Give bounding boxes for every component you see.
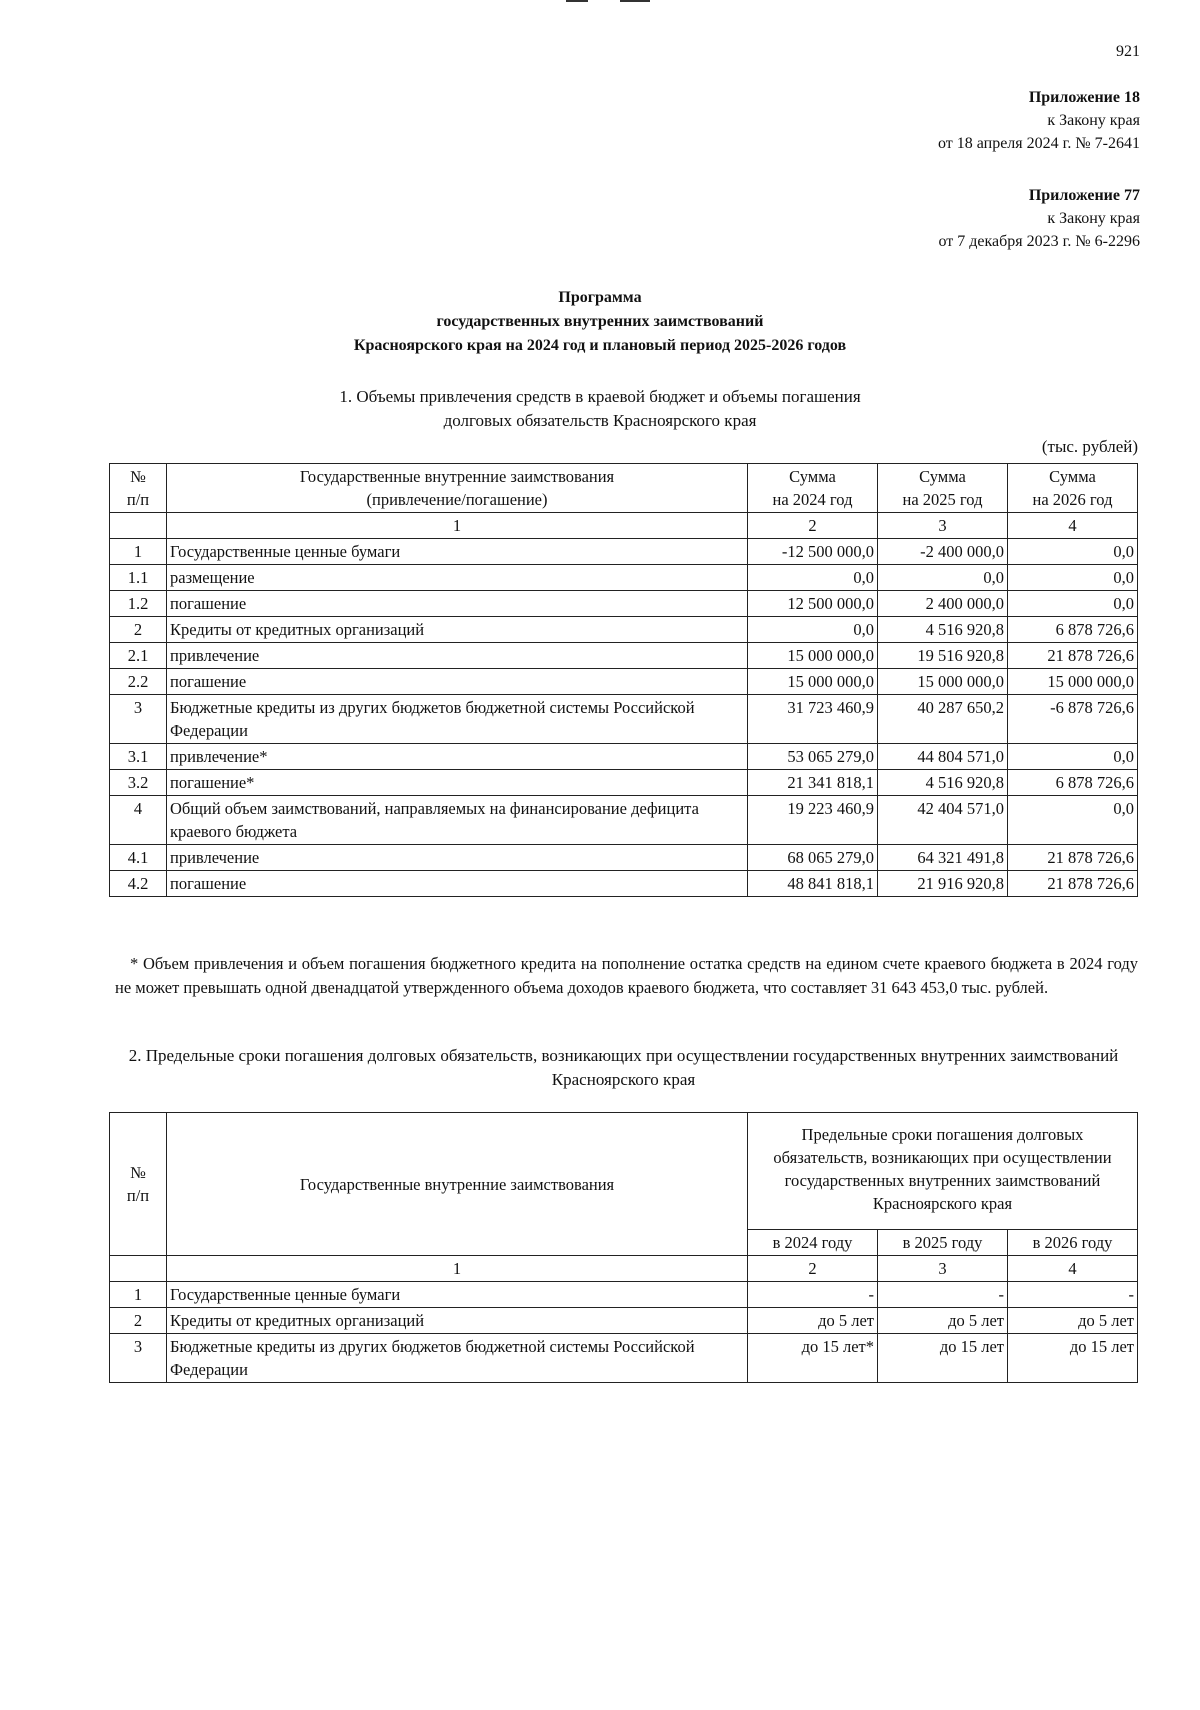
header-name: Государственные внутренние заимствования bbox=[167, 1113, 748, 1256]
column-number: 2 bbox=[748, 513, 878, 539]
table-header-row bbox=[110, 464, 1138, 513]
row-name: привлечение* bbox=[167, 744, 748, 770]
value-2026: 6 878 726,6 bbox=[1008, 770, 1138, 796]
table-row bbox=[110, 796, 1138, 845]
column-number: 1 bbox=[167, 1256, 748, 1282]
appendix-law: к Закону края bbox=[1047, 112, 1140, 129]
appendix-title: Приложение 77 bbox=[1028, 187, 1140, 204]
value-2025: -2 400 000,0 bbox=[878, 539, 1008, 565]
appendix-18-header bbox=[938, 86, 1140, 155]
table-row bbox=[110, 617, 1138, 643]
program-title bbox=[0, 286, 1200, 358]
value-2026: 0,0 bbox=[1008, 591, 1138, 617]
value-2025: 42 404 571,0 bbox=[878, 796, 1008, 845]
column-number: 4 bbox=[1008, 1256, 1138, 1282]
row-number: 4.1 bbox=[110, 845, 167, 871]
table-row bbox=[110, 871, 1138, 897]
value-2026: 21 878 726,6 bbox=[1008, 845, 1138, 871]
row-number: 1 bbox=[110, 1282, 167, 1308]
value-2026: 21 878 726,6 bbox=[1008, 871, 1138, 897]
program-title-line: государственных внутренних заимствований bbox=[436, 313, 764, 330]
value-2025: - bbox=[878, 1282, 1008, 1308]
value-2026: 0,0 bbox=[1008, 565, 1138, 591]
header-num: № п/п bbox=[110, 464, 167, 513]
value-2024: до 5 лет bbox=[748, 1308, 878, 1334]
row-number: 3.1 bbox=[110, 744, 167, 770]
table-header-row bbox=[110, 1113, 1138, 1230]
footnote: * Объем привлечения и объем погашения бюджетного кредита на пополнение остатка средств на едином счете краевого бюджета в 2024 году не может превышать одной двенадцатой утвержденного объема доходов краевого бюджета, что составляет 31 643 453,0 тыс. рублей. bbox=[115, 954, 1138, 997]
column-number: 2 bbox=[748, 1256, 878, 1282]
row-name: Кредиты от кредитных организаций bbox=[167, 1308, 748, 1334]
repayment-terms-table bbox=[109, 1112, 1138, 1383]
header-2025: в 2025 году bbox=[878, 1230, 1008, 1256]
column-number: 1 bbox=[167, 513, 748, 539]
value-2024: 48 841 818,1 bbox=[748, 871, 878, 897]
header-2024: Сумма на 2024 год bbox=[748, 464, 878, 513]
row-number: 2 bbox=[110, 1308, 167, 1334]
header-num: № п/п bbox=[110, 1113, 167, 1256]
value-2025: 64 321 491,8 bbox=[878, 845, 1008, 871]
table-row bbox=[110, 744, 1138, 770]
value-2026: 15 000 000,0 bbox=[1008, 669, 1138, 695]
column-number-empty bbox=[110, 513, 167, 539]
page-number: 921 bbox=[1116, 43, 1140, 60]
header-2026: в 2026 году bbox=[1008, 1230, 1138, 1256]
row-number: 3 bbox=[110, 1334, 167, 1383]
appendix-77-header bbox=[938, 184, 1140, 253]
value-2024: - bbox=[748, 1282, 878, 1308]
value-2024: 12 500 000,0 bbox=[748, 591, 878, 617]
value-2025: 4 516 920,8 bbox=[878, 617, 1008, 643]
row-number: 4.2 bbox=[110, 871, 167, 897]
units-label: (тыс. рублей) bbox=[1041, 437, 1138, 456]
row-name: размещение bbox=[167, 565, 748, 591]
scan-mark-right bbox=[620, 0, 650, 2]
value-2026: 21 878 726,6 bbox=[1008, 643, 1138, 669]
row-number: 2.1 bbox=[110, 643, 167, 669]
value-2026: до 5 лет bbox=[1008, 1308, 1138, 1334]
table-row bbox=[110, 539, 1138, 565]
appendix-law: к Закону края bbox=[1047, 210, 1140, 227]
row-name: Государственные ценные бумаги bbox=[167, 539, 748, 565]
row-name: привлечение bbox=[167, 845, 748, 871]
table-row bbox=[110, 1282, 1138, 1308]
value-2026: 0,0 bbox=[1008, 796, 1138, 845]
value-2026: до 15 лет bbox=[1008, 1334, 1138, 1383]
table-row bbox=[110, 695, 1138, 744]
row-name: погашение* bbox=[167, 770, 748, 796]
table-row bbox=[110, 591, 1138, 617]
row-number: 1 bbox=[110, 539, 167, 565]
borrowing-volumes-table bbox=[109, 463, 1138, 897]
row-number: 3 bbox=[110, 695, 167, 744]
value-2025: 19 516 920,8 bbox=[878, 643, 1008, 669]
value-2024: 0,0 bbox=[748, 565, 878, 591]
value-2024: 68 065 279,0 bbox=[748, 845, 878, 871]
value-2024: 0,0 bbox=[748, 617, 878, 643]
value-2024: до 15 лет* bbox=[748, 1334, 878, 1383]
row-name: Бюджетные кредиты из других бюджетов бюджетной системы Российской Федерации bbox=[167, 1334, 748, 1383]
row-name: погашение bbox=[167, 591, 748, 617]
table-row bbox=[110, 643, 1138, 669]
value-2024: 21 341 818,1 bbox=[748, 770, 878, 796]
program-title-line: Красноярского края на 2024 год и плановый период 2025-2026 годов bbox=[353, 337, 847, 354]
header-2024: в 2024 году bbox=[748, 1230, 878, 1256]
table-row bbox=[110, 770, 1138, 796]
value-2025: 0,0 bbox=[878, 565, 1008, 591]
value-2025: 44 804 571,0 bbox=[878, 744, 1008, 770]
row-number: 1.2 bbox=[110, 591, 167, 617]
column-number: 3 bbox=[878, 1256, 1008, 1282]
value-2025: 15 000 000,0 bbox=[878, 669, 1008, 695]
value-2024: 15 000 000,0 bbox=[748, 669, 878, 695]
row-number: 4 bbox=[110, 796, 167, 845]
value-2025: до 5 лет bbox=[878, 1308, 1008, 1334]
table-row bbox=[110, 845, 1138, 871]
row-name: Кредиты от кредитных организаций bbox=[167, 617, 748, 643]
appendix-date: от 18 апреля 2024 г. № 7-2641 bbox=[937, 135, 1140, 152]
section1-title bbox=[0, 385, 1200, 433]
header-name: Государственные внутренние заимствования (привлечение/погашение) bbox=[167, 464, 748, 513]
section1-title-line: 1. Объемы привлечения средств в краевой бюджет и объемы погашения bbox=[339, 387, 861, 406]
section2-title: 2. Предельные сроки погашения долговых обязательств, возникающих при осуществлении государственных внутренних заимствований Красноярского края bbox=[128, 1046, 1119, 1089]
value-2024: 53 065 279,0 bbox=[748, 744, 878, 770]
value-2026: 6 878 726,6 bbox=[1008, 617, 1138, 643]
table-row bbox=[110, 565, 1138, 591]
value-2024: 31 723 460,9 bbox=[748, 695, 878, 744]
value-2026: - bbox=[1008, 1282, 1138, 1308]
row-number: 2.2 bbox=[110, 669, 167, 695]
column-number: 4 bbox=[1008, 513, 1138, 539]
program-title-line: Программа bbox=[558, 289, 642, 306]
row-number: 3.2 bbox=[110, 770, 167, 796]
row-number: 2 bbox=[110, 617, 167, 643]
scan-mark-left bbox=[566, 0, 588, 2]
value-2026: -6 878 726,6 bbox=[1008, 695, 1138, 744]
row-name: Бюджетные кредиты из других бюджетов бюджетной системы Российской Федерации bbox=[167, 695, 748, 744]
column-number-row bbox=[110, 1256, 1138, 1282]
header-2025: Сумма на 2025 год bbox=[878, 464, 1008, 513]
row-name: Общий объем заимствований, направляемых на финансирование дефицита краевого бюджета bbox=[167, 796, 748, 845]
column-number-row bbox=[110, 513, 1138, 539]
value-2025: 2 400 000,0 bbox=[878, 591, 1008, 617]
column-number-empty bbox=[110, 1256, 167, 1282]
value-2025: до 15 лет bbox=[878, 1334, 1008, 1383]
value-2026: 0,0 bbox=[1008, 539, 1138, 565]
appendix-date: от 7 декабря 2023 г. № 6-2296 bbox=[938, 233, 1140, 250]
table-row bbox=[110, 1308, 1138, 1334]
appendix-title: Приложение 18 bbox=[1028, 89, 1140, 106]
row-name: погашение bbox=[167, 871, 748, 897]
value-2025: 21 916 920,8 bbox=[878, 871, 1008, 897]
header-2026: Сумма на 2026 год bbox=[1008, 464, 1138, 513]
value-2024: 15 000 000,0 bbox=[748, 643, 878, 669]
column-number: 3 bbox=[878, 513, 1008, 539]
section1-title-line: долговых обязательств Красноярского края bbox=[443, 411, 757, 430]
value-2024: -12 500 000,0 bbox=[748, 539, 878, 565]
row-name: Государственные ценные бумаги bbox=[167, 1282, 748, 1308]
row-name: погашение bbox=[167, 669, 748, 695]
table-row bbox=[110, 669, 1138, 695]
value-2025: 40 287 650,2 bbox=[878, 695, 1008, 744]
header-group: Предельные сроки погашения долговых обязательств, возникающих при осуществлении государственных внутренних заимствований Красноярского края bbox=[748, 1113, 1138, 1230]
row-name: привлечение bbox=[167, 643, 748, 669]
value-2024: 19 223 460,9 bbox=[748, 796, 878, 845]
table-row bbox=[110, 1334, 1138, 1383]
value-2026: 0,0 bbox=[1008, 744, 1138, 770]
value-2025: 4 516 920,8 bbox=[878, 770, 1008, 796]
row-number: 1.1 bbox=[110, 565, 167, 591]
